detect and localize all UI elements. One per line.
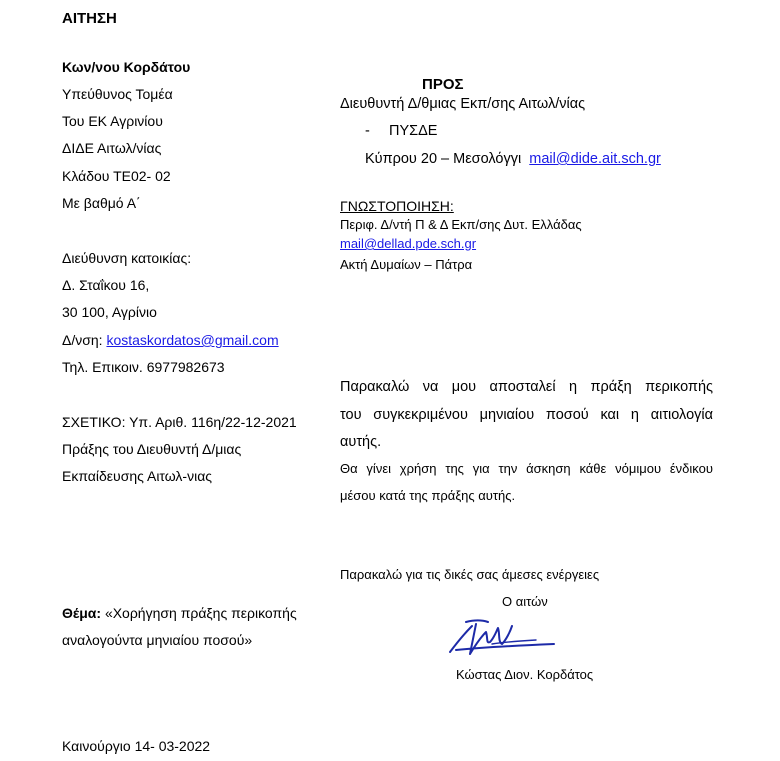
handwritten-signature <box>446 614 558 660</box>
recipient-email-link[interactable]: mail@dide.ait.sch.gr <box>529 151 661 167</box>
address-phone: Τηλ. Επικοιν. 6977982673 <box>62 359 225 375</box>
body-p1-line-1: Παρακαλώ να μου αποσταλεί η πράξη περικοπής <box>340 379 713 395</box>
recipient-heading: ΠΡΟΣ <box>422 76 464 93</box>
address-city: 30 100, Αγρίνιο <box>62 304 157 320</box>
document-date: Καινούργιο 14- 03-2022 <box>62 738 211 754</box>
body-p2-line-2: μέσου κατά της πράξης αυτής. <box>340 488 516 503</box>
sender-school: Του ΕΚ Αγρινίου <box>62 113 163 129</box>
address-street: Δ. Σταΐκου 16, <box>62 277 150 293</box>
subject-text-1: «Χορήγηση πράξης περικοπής <box>104 605 297 621</box>
recipient-address: Κύπρου 20 – Μεσολόγγι <box>365 151 522 167</box>
sender-grade: Με βαθμό Α΄ <box>62 195 141 211</box>
recipient-bullet: - <box>365 123 370 139</box>
body-p1-line-3: αυτής. <box>340 434 382 450</box>
document-title: ΑΙΤΗΣΗ <box>62 10 117 27</box>
subject-label: Θέμα: <box>62 605 102 621</box>
subject-line-1 <box>62 604 297 622</box>
sender-branch: Κλάδου ΤΕ02- 02 <box>62 168 171 184</box>
sender-directorate: ΔΙΔΕ Αιτωλ/νίας <box>62 140 162 156</box>
notification-line-2: Ακτή Δυμαίων – Πάτρα <box>340 257 473 272</box>
notification-line-1: Περιφ. Δ/ντή Π & Δ Εκπ/σης Δυτ. Ελλάδας <box>340 217 582 232</box>
signature-name: Κώστας Διον. Κορδάτος <box>456 667 594 682</box>
recipient-line-3 <box>365 150 661 168</box>
recipient-line-1: Διευθυντή Δ/θμιας Εκπ/σης Αιτωλ/νίας <box>340 96 586 112</box>
reference-line-2: Πράξης του Διευθυντή Δ/μιας <box>62 441 242 457</box>
sender-name: Κων/νου Κορδάτου <box>62 59 191 75</box>
reference-line-1: ΣΧΕΤΙΚΟ: Υπ. Αριθ. 116η/22-12-2021 <box>62 414 297 430</box>
subject-line-2: αναλογούντα μηνιαίου ποσού» <box>62 632 253 648</box>
notification-heading: ΓΝΩΣΤΟΠΟΙΗΣΗ: <box>340 198 454 214</box>
closing-request: Παρακαλώ για τις δικές σας άμεσες ενέργειες <box>340 567 600 582</box>
body-p1-line-2: του συγκεκριμένου μηνιαίου ποσού και η αιτιολογία <box>340 407 713 423</box>
sender-position: Υπεύθυνος Τομέα <box>62 86 173 102</box>
sender-email-link[interactable]: kostaskordatos@gmail.com <box>106 332 279 348</box>
notification-email-link[interactable]: mail@dellad.pde.sch.gr <box>340 236 477 251</box>
address-email-label: Δ/νση: <box>62 332 103 348</box>
reference-line-3: Εκπαίδευσης Αιτωλ-νιας <box>62 468 213 484</box>
address-label: Διεύθυνση κατοικίας: <box>62 250 192 266</box>
recipient-line-2: ΠΥΣΔΕ <box>389 123 438 139</box>
address-email-line <box>62 331 279 349</box>
body-p2-line-1: Θα γίνει χρήση της για την άσκηση κάθε νόμιμου ένδικου <box>340 461 713 476</box>
applicant-label: Ο αιτών <box>502 594 548 609</box>
